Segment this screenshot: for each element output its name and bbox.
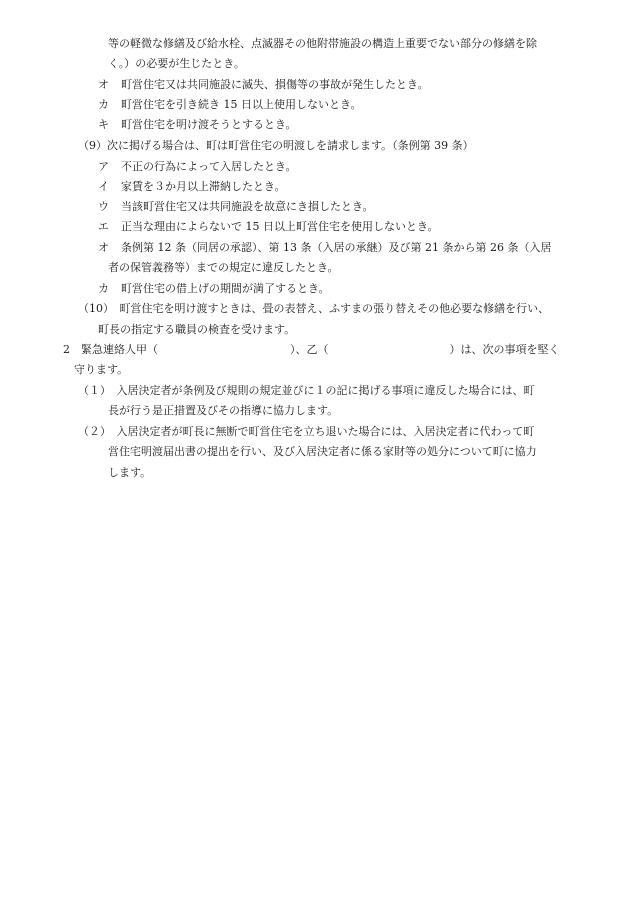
item10-line2: 町長の指定する職員の検査を受けます。 [98,323,296,336]
item9-o-marker: オ [98,241,109,254]
item8-o-text: 町営住宅又は共同施設に滅失、損傷等の事故が発生したとき。 [121,78,429,91]
item9-u-marker: ウ [98,200,109,213]
item8-ka-text: 町営住宅を引き続き 15 日以上使用しないとき。 [121,98,362,111]
item8-ka-marker: カ [98,98,109,111]
item9-u-text: 当該町営住宅又は共同施設を故意にき損したとき。 [121,200,374,213]
section2-p2-line1: （２） 入居決定者が町長に無断で町営住宅を立ち退いた場合には、入居決定者に代わって町 [78,425,535,438]
item9-e-text: 正当な理由によらないで 15 日以上町営住宅を使用しないとき。 [121,220,439,233]
item9-i-text: 家賃を３か月以上滞納したとき。 [121,180,286,193]
item9-i-marker: イ [98,180,109,193]
item9-o-text-line1: 条例第 12 条（同居の承認）、第 13 条（入居の承継）及び第 21 条から第 26 条（入居 [121,241,552,254]
section2-line2: 守ります。 [74,363,129,376]
item9-a-text: 不正の行為によって入居したとき。 [121,160,297,173]
continuation-line-2: く。）の必要が生じたとき。 [108,57,245,70]
item9-o-text-line2: 者の保管義務等）までの規定に違反したとき。 [108,261,339,274]
item9-ka-marker: カ [98,282,109,295]
item8-ki-text: 町営住宅を明け渡そうとするとき。 [121,118,297,131]
item8-ki-marker: キ [98,118,109,131]
item9-e-marker: エ [98,220,109,233]
item9-ka-text: 町営住宅の借上げの期間が満了するとき。 [121,282,330,295]
item9-header: （9）次に掲げる場合は、町は町営住宅の明渡しを請求します。（条例第 39 条） [78,139,474,152]
item8-o-marker: オ [98,78,109,91]
item9-a-marker: ア [98,160,109,173]
section2-p1-line2: 長が行う是正措置及びその指導に協力します。 [108,404,339,417]
section2-p1-line1: （１） 入居決定者が条例及び規則の規定並びに１の記に掲げる事項に違反した場合には、町 [78,384,535,397]
section2-line1: 2 緊急連絡人甲（ ）、乙（ ）は、次の事項を堅く [63,343,560,356]
section2-p2-line3: します。 [108,466,152,479]
item10-line1: （10） 町営住宅を明け渡すときは、畳の表替え、ふすまの張り替えその他必要な修繕を行い、 [78,302,550,315]
continuation-line-1: 等の軽微な修繕及び給水栓、点滅器その他附帯施設の構造上重要でない部分の修繕を除 [108,37,537,50]
section2-p2-line2: 営住宅明渡届出書の提出を行い、及び入居決定者に係る家財等の処分について町に協力 [108,445,537,458]
